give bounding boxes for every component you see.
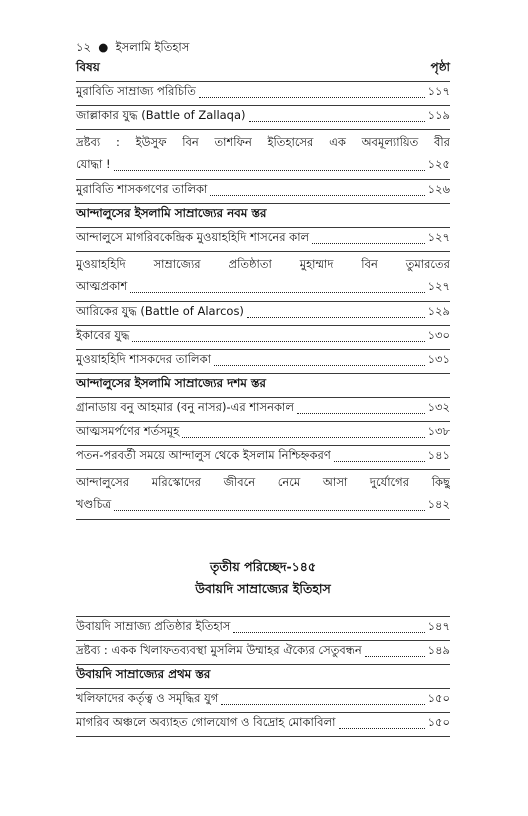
toc-entry: [76, 326, 450, 350]
column-header: [76, 58, 450, 82]
dot-leader: [249, 121, 425, 122]
entry-line: [76, 153, 450, 175]
toc-entry: [76, 106, 450, 130]
section-heading: আন্দালুসের ইসলামি সাম্রাজ্যের দশম স্তর: [76, 374, 450, 398]
toc-entry: [76, 617, 450, 641]
toc-entry: [76, 446, 450, 470]
toc-entry: [76, 228, 450, 252]
entry-title-line: আন্দালুসের মরিস্কোদের জীবনে নেমে আসা দুর্যোগের কিছু: [76, 475, 450, 489]
dot-leader: [182, 437, 424, 438]
toc-block-3: [76, 398, 450, 520]
toc-entry: [76, 472, 450, 520]
toc-block-1: [76, 82, 450, 204]
entry-title: আত্মসমর্পণের শর্তসমূহ: [76, 424, 180, 438]
entry-title: মুওয়াহহিদি শাসকদের তালিকা: [76, 352, 211, 366]
toc-entry: [76, 713, 450, 737]
subject-column-label: বিষয়: [76, 60, 100, 74]
entry-page-number: ১২৭: [427, 279, 450, 293]
dot-leader: [132, 341, 424, 342]
page-number: ১২: [76, 40, 91, 54]
entry-title: পতন-পরবর্তী সময়ে আন্দালুস থেকে ইসলাম নিশ্চিহ্নকরণ: [76, 448, 331, 462]
toc-entry: [76, 132, 450, 180]
entry-page-number: ১৫০: [427, 691, 450, 705]
dot-leader: [130, 292, 424, 293]
entry-page-number: ১৩৮: [427, 424, 450, 438]
toc-block-5: [76, 689, 450, 737]
toc-block-4: [76, 616, 450, 665]
entry-page-number: ১২৯: [427, 304, 450, 318]
dot-leader: [114, 170, 425, 171]
section-heading: উবায়দি সাম্রাজ্যের প্রথম স্তর: [76, 665, 450, 689]
toc-entry: [76, 254, 450, 302]
bullet-icon: ●: [94, 40, 112, 54]
entry-page-number: ১৪৭: [427, 619, 450, 633]
entry-title-line: মুওয়াহহিদি সাম্রাজ্যের প্রতিষ্ঠাতা মুহাম্মাদ বিন তুমারতের: [76, 257, 450, 271]
chapter-number: তৃতীয় পরিচ্ছেদ-১৪৫: [210, 559, 316, 574]
page-column-label: পৃষ্ঠা: [430, 60, 450, 74]
entry-title: উবায়দি সাম্রাজ্য প্রতিষ্ঠার ইতিহাস: [76, 619, 231, 633]
entry-title: যোদ্ধা !: [76, 157, 111, 171]
entry-title: মুরাবিতি শাসকগণের তালিকা: [76, 182, 208, 196]
entry-page-number: ১২৫: [427, 157, 450, 171]
entry-page-number: ১১৭: [427, 84, 450, 98]
toc-block-2: [76, 228, 450, 374]
entry-title: আরিকের যুদ্ধ (Battle of Alarcos): [76, 304, 244, 318]
dot-leader: [214, 365, 425, 366]
entry-title: আত্মপ্রকাশ: [76, 279, 128, 293]
toc-entry: [76, 398, 450, 422]
book-title: ইসলামি ইতিহাস: [115, 40, 190, 54]
entry-page-number: ১৩২: [427, 400, 450, 414]
entry-page-number: ১২৬: [427, 182, 450, 196]
dot-leader: [210, 195, 424, 196]
chapter-heading: [76, 556, 450, 600]
dot-leader: [233, 632, 424, 633]
entry-page-number: ১৩০: [427, 328, 450, 342]
dot-leader: [199, 97, 425, 98]
entry-page-number: ১২৭: [427, 230, 450, 244]
toc-entry: [76, 689, 450, 713]
dot-leader: [312, 243, 424, 244]
entry-title: মুরাবিতি সাম্রাজ্য পরিচিতি: [76, 84, 196, 98]
entry-title: খলিফাদের কর্তৃত্ব ও সমৃদ্ধির যুগ: [76, 691, 219, 705]
running-head: [76, 36, 450, 58]
toc-entry: [76, 302, 450, 326]
entry-title: জাল্লাকার যুদ্ধ (Battle of Zallaqa): [76, 108, 246, 122]
toc-entry: [76, 641, 450, 665]
toc-entry: [76, 350, 450, 374]
chapter-title: উবায়দি সাম্রাজ্যের ইতিহাস: [195, 581, 331, 596]
dot-leader: [365, 656, 425, 657]
entry-page-number: ১৫০: [427, 715, 450, 729]
dot-leader: [114, 510, 424, 511]
dot-leader: [297, 413, 425, 414]
entry-title: মাগরিব অঞ্চলে অব্যাহত গোলযোগ ও বিদ্রোহ মোকাবিলা: [76, 715, 336, 729]
entry-title: দ্রষ্টব্য : একক খিলাফতব্যবস্থা মুসলিম উম্মাহর ঐক্যের সেতুবন্ধন: [76, 643, 362, 657]
entry-title: ইকাবের যুদ্ধ: [76, 328, 130, 342]
entry-page-number: ১৪২: [427, 497, 450, 511]
entry-page-number: ১১৯: [427, 108, 450, 122]
entry-line: [76, 275, 450, 297]
entry-title-line: দ্রষ্টব্য : ইউসুফ বিন তাশফিন ইতিহাসের এক অবমূল্যায়িত বীর: [76, 135, 450, 149]
entry-page-number: ১৪১: [427, 448, 450, 462]
entry-line: [76, 493, 450, 515]
section-heading: আন্দালুসের ইসলামি সাম্রাজ্যের নবম স্তর: [76, 204, 450, 228]
entry-page-number: ১৪৯: [427, 643, 450, 657]
toc-entry: [76, 82, 450, 106]
dot-leader: [221, 704, 424, 705]
toc-page: [76, 36, 450, 737]
dot-leader: [339, 728, 425, 729]
dot-leader: [334, 461, 425, 462]
entry-page-number: ১৩১: [427, 352, 450, 366]
entry-title: আন্দালুসে মাগরিবকেন্দ্রিক মুওয়াহহিদি শাসনের কাল: [76, 230, 310, 244]
toc-entry: [76, 422, 450, 446]
entry-title: খণ্ডচিত্র: [76, 497, 112, 511]
entry-title: গ্রানাডায় বনু আহমার (বনু নাসর)-এর শাসনকাল: [76, 400, 294, 414]
dot-leader: [247, 317, 425, 318]
toc-entry: [76, 180, 450, 204]
